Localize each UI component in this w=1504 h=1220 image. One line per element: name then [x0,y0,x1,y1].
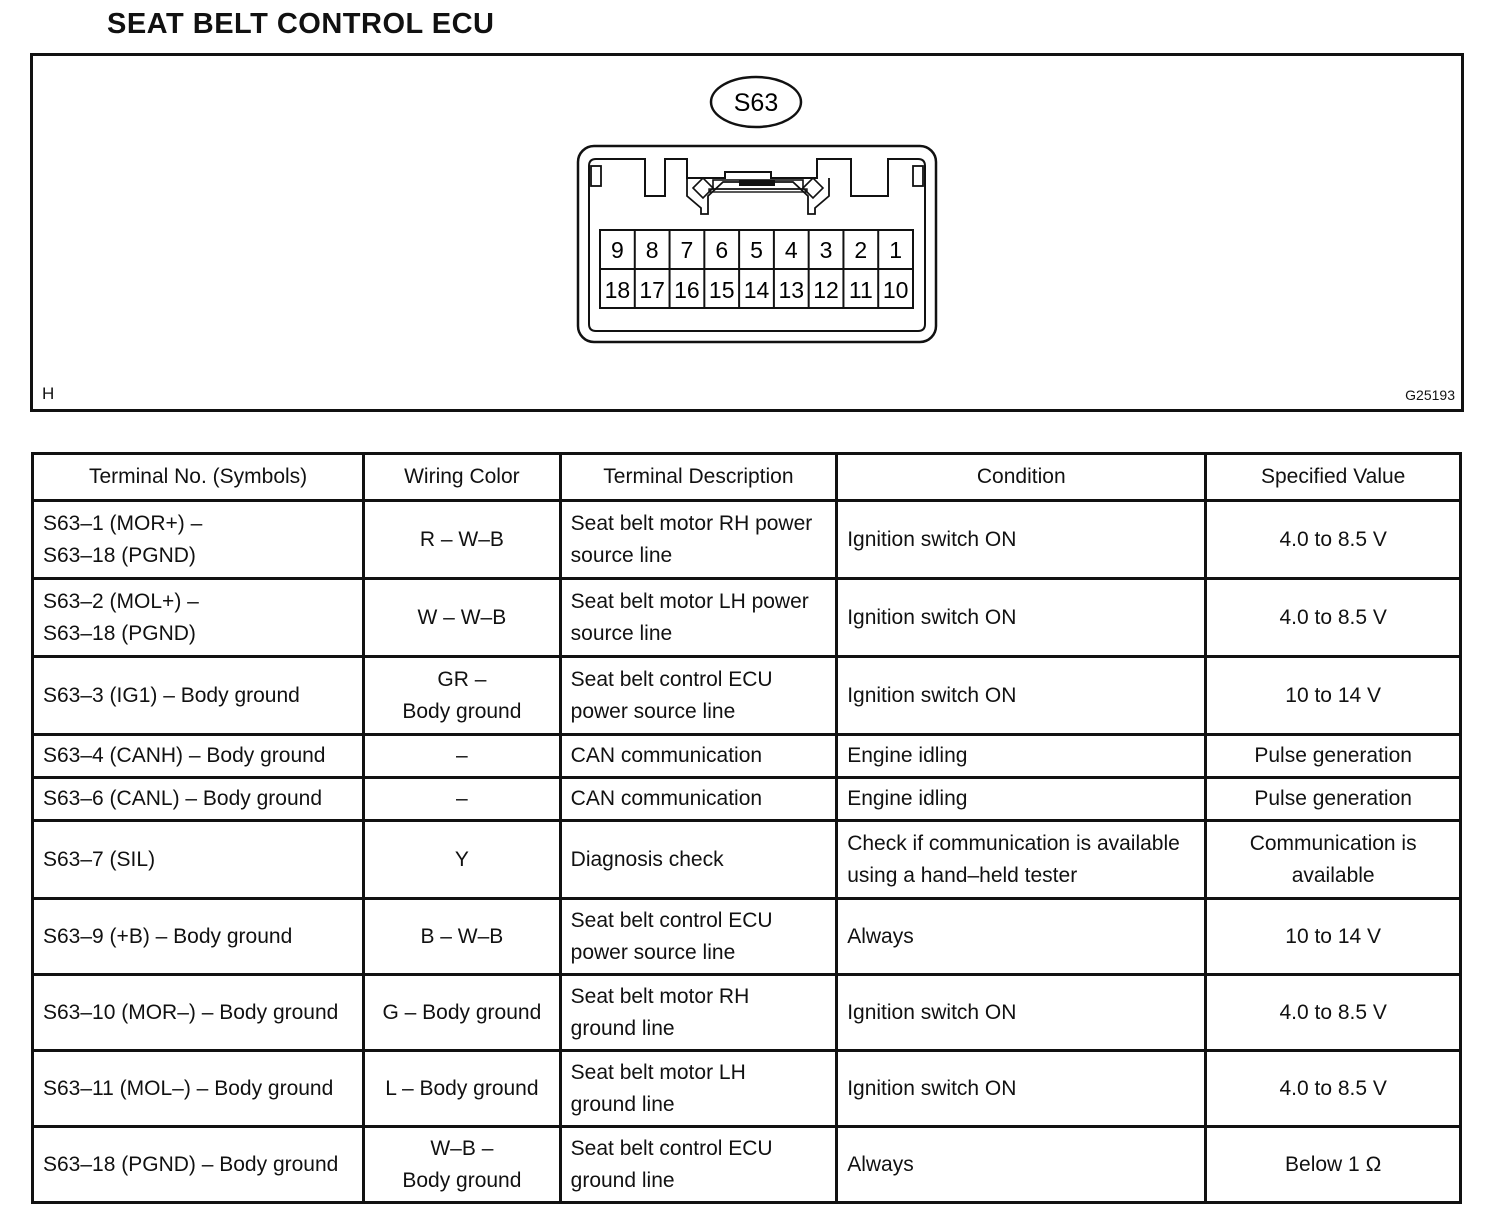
corner-mark: H [42,384,55,403]
cell-condition-line: Always [847,924,914,948]
cell-description-line: CAN communication [570,787,763,810]
pin-bottom-0: 18 [604,277,631,303]
cell-specified-value-line: 10 to 14 V [1285,924,1382,948]
cell-description-line: Seat belt control ECU [570,667,773,691]
pin-top-4: 5 [750,237,763,263]
pin-top-0: 9 [610,237,624,263]
pin-top-7: 2 [854,237,868,263]
cell-wiring-color [364,899,561,975]
cell-description-line: power source line [570,940,736,964]
cell-description-line: source line [570,621,673,645]
cell-specified-value-line: 4.0 to 8.5 V [1279,527,1387,551]
cell-terminal [33,778,364,821]
cell-specified-value [1206,975,1461,1051]
table-row [33,657,1461,735]
cell-description-line: CAN communication [570,744,763,767]
cell-wiring-color [364,501,561,579]
cell-terminal-line: S63–18 (PGND) – Body ground [43,1152,339,1176]
cell-specified-value-line: 10 to 14 V [1285,683,1382,707]
cell-description [560,899,837,975]
pin-top-3: 6 [715,237,729,263]
pin-bottom-1: 17 [639,277,665,303]
table-row [33,1127,1461,1203]
cell-specified-value [1206,579,1461,657]
cell-terminal [33,579,364,657]
cell-specified-value-line: Below 1 Ω [1285,1152,1382,1176]
cell-specified-value [1206,1051,1461,1127]
terminal-spec-table [31,452,1462,1204]
pin-bottom-2: 16 [674,277,700,303]
cell-wiring-color [364,1051,561,1127]
cell-condition-line: Engine idling [847,744,968,767]
cell-wiring-color-line: GR – [437,667,487,691]
cell-terminal [33,1127,364,1203]
cell-wiring-color-line: – [456,744,468,767]
cell-terminal [33,821,364,899]
cell-description [560,1051,837,1127]
cell-wiring-color-line: Y [454,847,469,871]
cell-specified-value-line: 4.0 to 8.5 V [1279,1000,1387,1024]
cell-description [560,1127,837,1203]
cell-wiring-color-line: W–B – [430,1136,494,1160]
header-specified-value: Specified Value [1206,454,1461,501]
table-row [33,735,1461,778]
cell-specified-value [1206,1127,1461,1203]
connector-label: S63 [733,89,779,117]
cell-description-line: Seat belt control ECU [570,1136,773,1160]
cell-condition-line: Ignition switch ON [847,605,1017,629]
cell-wiring-color-line: R – W–B [419,527,504,551]
cell-condition [837,821,1206,899]
table-row [33,821,1461,899]
cell-specified-value [1206,899,1461,975]
cell-description [560,821,837,899]
cell-condition-line: Ignition switch ON [847,683,1017,707]
cell-description [560,975,837,1051]
pin-bottom-4: 14 [743,277,770,303]
pin-bottom-5: 13 [778,277,805,303]
cell-description-line: Seat belt motor LH [570,1060,746,1084]
pin-bottom-3: 15 [708,277,735,303]
cell-condition [837,1127,1206,1203]
cell-specified-value [1206,657,1461,735]
cell-condition [837,657,1206,735]
cell-condition-line: Ignition switch ON [847,1076,1017,1100]
cell-wiring-color-line: L – Body ground [385,1076,539,1100]
cell-terminal-line: S63–1 (MOR+) – [43,511,203,535]
cell-specified-value-line: Pulse generation [1254,744,1412,767]
cell-wiring-color [364,975,561,1051]
cell-wiring-color-line: Body ground [402,699,522,723]
cell-wiring-color [364,735,561,778]
cell-description-line: ground line [570,1016,675,1040]
cell-terminal-line: S63–2 (MOL+) – [43,589,199,613]
cell-terminal [33,975,364,1051]
cell-terminal-line: S63–6 (CANL) – Body ground [43,787,322,810]
table-header-row [33,454,1461,501]
cell-condition [837,975,1206,1051]
pin-top-2: 7 [680,237,694,263]
header-terminal-description: Terminal Description [560,454,837,501]
cell-specified-value-line: available [1291,863,1375,887]
pin-top-6: 3 [819,237,833,263]
cell-condition-line: Check if communication is available [847,831,1180,855]
cell-terminal-line: S63–10 (MOR–) – Body ground [43,1000,339,1024]
table-row [33,1051,1461,1127]
cell-wiring-color [364,778,561,821]
cell-description [560,735,837,778]
cell-condition-line: Ignition switch ON [847,527,1017,551]
cell-wiring-color [364,579,561,657]
cell-terminal [33,657,364,735]
cell-terminal [33,1051,364,1127]
cell-specified-value-line: Pulse generation [1254,787,1412,810]
cell-description-line: Seat belt motor LH power [570,589,809,613]
cell-specified-value-line: Communication is [1249,831,1417,855]
cell-wiring-color [364,1127,561,1203]
pin-bottom-7: 11 [848,277,873,303]
connector-drawing [33,56,1461,409]
cell-specified-value [1206,821,1461,899]
cell-terminal-line: S63–3 (IG1) – Body ground [43,683,300,707]
cell-wiring-color-line: – [456,787,468,810]
table-row [33,899,1461,975]
cell-description-line: source line [570,543,673,567]
cell-description-line: Diagnosis check [570,847,724,871]
cell-condition [837,579,1206,657]
cell-condition [837,735,1206,778]
cell-description-line: ground line [570,1092,675,1116]
cell-terminal-line: S63–11 (MOL–) – Body ground [43,1076,334,1100]
cell-specified-value-line: 4.0 to 8.5 V [1279,605,1387,629]
cell-description-line: Seat belt motor RH [570,984,750,1008]
cell-specified-value [1206,735,1461,778]
cell-wiring-color [364,821,561,899]
pin-bottom-8: 10 [882,277,909,303]
cell-description-line: power source line [570,699,736,723]
cell-wiring-color [364,657,561,735]
pin-top-1: 8 [645,237,659,263]
cell-description [560,657,837,735]
figure-code: G25193 [1405,387,1455,403]
header-condition: Condition [837,454,1206,501]
pin-bottom-6: 12 [813,277,839,303]
table-row [33,501,1461,579]
header-terminal: Terminal No. (Symbols) [33,454,364,501]
cell-condition [837,501,1206,579]
table-row [33,975,1461,1051]
cell-description-line: Seat belt motor RH power [570,511,813,535]
cell-condition-line: Engine idling [847,787,968,810]
cell-condition [837,1051,1206,1127]
cell-wiring-color-line: G – Body ground [382,1000,542,1024]
cell-terminal-line: S63–18 (PGND) [43,543,196,567]
cell-wiring-color-line: Body ground [402,1168,522,1192]
cell-description [560,501,837,579]
cell-terminal [33,501,364,579]
cell-description-line: Seat belt control ECU [570,908,773,932]
cell-terminal-line: S63–18 (PGND) [43,621,196,645]
cell-terminal-line: S63–7 (SIL) [43,847,156,871]
cell-description [560,579,837,657]
page-title: SEAT BELT CONTROL ECU [107,8,495,40]
pin-top-5: 4 [784,237,798,263]
cell-condition [837,778,1206,821]
pin-top-8: 1 [889,237,903,263]
cell-terminal [33,899,364,975]
cell-wiring-color-line: B – W–B [420,924,504,948]
cell-terminal-line: S63–9 (+B) – Body ground [43,924,293,948]
header-wiring-color: Wiring Color [364,454,561,501]
cell-specified-value [1206,501,1461,579]
table-row [33,579,1461,657]
cell-terminal-line: S63–4 (CANH) – Body ground [43,744,326,767]
cell-condition-line: Always [847,1152,914,1176]
cell-condition-line: using a hand–held tester [847,863,1078,887]
cell-condition [837,899,1206,975]
cell-description [560,778,837,821]
cell-specified-value-line: 4.0 to 8.5 V [1279,1076,1387,1100]
cell-condition-line: Ignition switch ON [847,1000,1017,1024]
cell-wiring-color-line: W – W–B [417,605,507,629]
connector-diagram [30,53,1464,412]
cell-terminal [33,735,364,778]
cell-description-line: ground line [570,1168,675,1192]
table-row [33,778,1461,821]
cell-specified-value [1206,778,1461,821]
